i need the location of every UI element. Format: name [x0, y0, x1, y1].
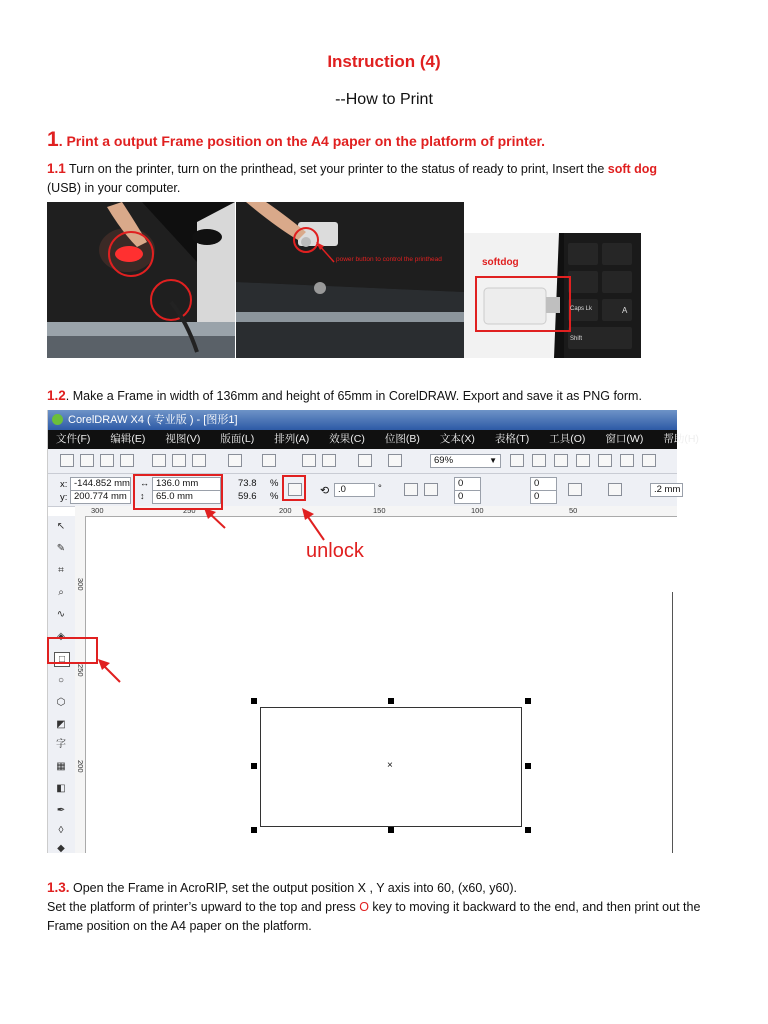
corner-radius-4[interactable]: 0	[530, 490, 557, 504]
step-number: 1.1	[47, 161, 66, 176]
rotate-icon: ⟲	[320, 485, 330, 497]
step-number: 1.2	[47, 388, 66, 403]
corel-menu-item[interactable]: 效果(C)	[329, 433, 365, 445]
freehand-tool-icon[interactable]: ∿	[56, 609, 66, 620]
power-button-annotation: power button to control the printhead	[336, 256, 442, 263]
a-key-label: A	[622, 306, 628, 315]
corel-menu-item[interactable]: 编辑(E)	[110, 433, 146, 445]
step-text: Open the Frame in AcroRIP, set the output position X , Y axis into 60, (x60, y60).	[69, 881, 518, 895]
section-heading-text: . Print a output Frame position on the A4 paper on the platform of printer.	[58, 133, 546, 149]
polygon-tool-icon[interactable]: ⬡	[56, 697, 66, 708]
section-number: 1	[47, 128, 59, 151]
corel-window-title: CorelDRAW X4 ( 专业版 ) - [图形1]	[68, 414, 238, 426]
unlock-arrow	[306, 514, 324, 540]
outline-tool-icon[interactable]: ◊	[58, 825, 64, 836]
ruler-tick-label: 200	[279, 506, 292, 515]
corel-menu-item[interactable]: 位图(B)	[384, 433, 420, 445]
zoom-tool-icon[interactable]: ⌕	[58, 587, 64, 598]
ruler-tick-label: 300	[91, 506, 104, 515]
corel-menu-item[interactable]: 排列(A)	[274, 433, 310, 445]
scale-y-input[interactable]: 59.6	[238, 491, 257, 502]
height-input[interactable]: 65.0 mm	[152, 490, 221, 504]
crop-tool-icon[interactable]: ⌗	[58, 565, 64, 576]
ruler-tick-label: 250	[183, 506, 196, 515]
x-label: x:	[60, 479, 68, 490]
text-tool-icon[interactable]: 字	[56, 739, 66, 750]
pick-tool-icon[interactable]: ↖	[56, 521, 66, 532]
ellipse-tool-icon[interactable]: ○	[57, 675, 65, 686]
ruler-tick-label: 100	[471, 506, 484, 515]
outline-width-select[interactable]: .2 mm	[650, 483, 683, 497]
scale-y-percent: %	[270, 491, 279, 502]
ruler-tick-label: 250	[76, 664, 85, 677]
ruler-tick-label: 150	[373, 506, 386, 515]
width-icon: ↔	[140, 478, 149, 488]
zoom-value: 69%	[434, 455, 454, 466]
corel-menu-item[interactable]: 文件(F)	[56, 433, 91, 445]
rectangle-tool-icon[interactable]: □	[54, 652, 70, 667]
chevron-down-icon: ▼	[489, 456, 497, 465]
shape-tool-icon[interactable]: ✎	[56, 543, 66, 554]
table-tool-icon[interactable]: ▦	[56, 761, 66, 772]
y-position-input[interactable]: 200.774 mm	[70, 490, 131, 504]
ruler-tick-label: 300	[76, 578, 85, 591]
ruler-tick-label: 50	[569, 506, 578, 515]
unlock-annotation: unlock	[306, 540, 364, 562]
rectangle-tool-arrow-head	[98, 659, 110, 670]
soft-dog-highlight: soft dog	[607, 162, 658, 176]
smart-fill-tool-icon[interactable]: ◈	[57, 631, 65, 642]
scale-x-input[interactable]: 73.8	[238, 478, 257, 489]
step-text: Set the platform of printer’s upward to the top and press	[47, 900, 360, 914]
center-marker-icon: ×	[387, 760, 393, 771]
interactive-blend-tool-icon[interactable]: ◧	[56, 783, 66, 794]
page-subtitle: --How to Print	[335, 91, 433, 108]
eyedropper-tool-icon[interactable]: ✒	[56, 805, 66, 816]
corel-menu-item[interactable]: 工具(O)	[549, 433, 586, 445]
fill-tool-icon[interactable]: ◆	[57, 843, 65, 854]
corel-menu-item[interactable]: 表格(T)	[494, 433, 530, 445]
caps-lock-key-label: Caps Lk	[570, 306, 593, 312]
step-text: Turn on the printer, turn on the printhead, set your printer to the status of ready to print, Insert the	[65, 162, 608, 176]
corel-menu-item[interactable]: 版面(L)	[220, 433, 255, 445]
page-title: Instruction (4)	[327, 52, 441, 71]
width-input[interactable]: 136.0 mm	[152, 477, 221, 491]
rotation-input[interactable]: .0	[334, 483, 375, 497]
corel-menu-item[interactable]: 视图(V)	[165, 433, 201, 445]
step-1-3	[47, 878, 727, 936]
o-key-highlight: O	[359, 900, 369, 914]
corel-menu-item[interactable]: 帮助(H)	[663, 433, 699, 445]
scale-x-percent: %	[270, 478, 279, 489]
shift-key-label: Shift	[570, 336, 583, 342]
corner-radius-2[interactable]: 0	[454, 490, 481, 504]
x-position-input[interactable]: -144.852 mm	[70, 477, 131, 491]
corel-menu-item[interactable]: 文本(X)	[439, 433, 475, 445]
ruler-tick-label: 200	[76, 760, 85, 773]
corner-radius-3[interactable]: 0	[530, 477, 557, 491]
y-label: y:	[60, 492, 68, 503]
corner-radius-1[interactable]: 0	[454, 477, 481, 491]
corel-menu-item[interactable]: 窗口(W)	[605, 433, 644, 445]
height-icon: ↕	[140, 491, 145, 501]
step-text: . Make a Frame in width of 136mm and height of 65mm in CorelDRAW. Export and save it as PNG form.	[65, 389, 642, 403]
basic-shapes-tool-icon[interactable]: ◩	[56, 719, 66, 730]
softdog-label: softdog	[482, 257, 519, 268]
step-number: 1.3.	[47, 880, 70, 895]
step-text-after: (USB) in your computer.	[47, 181, 181, 195]
step-text: key to moving it backward to the end, and then print out the Frame position on the A4 paper on the platform.	[47, 900, 701, 933]
degree-symbol: °	[378, 483, 382, 494]
